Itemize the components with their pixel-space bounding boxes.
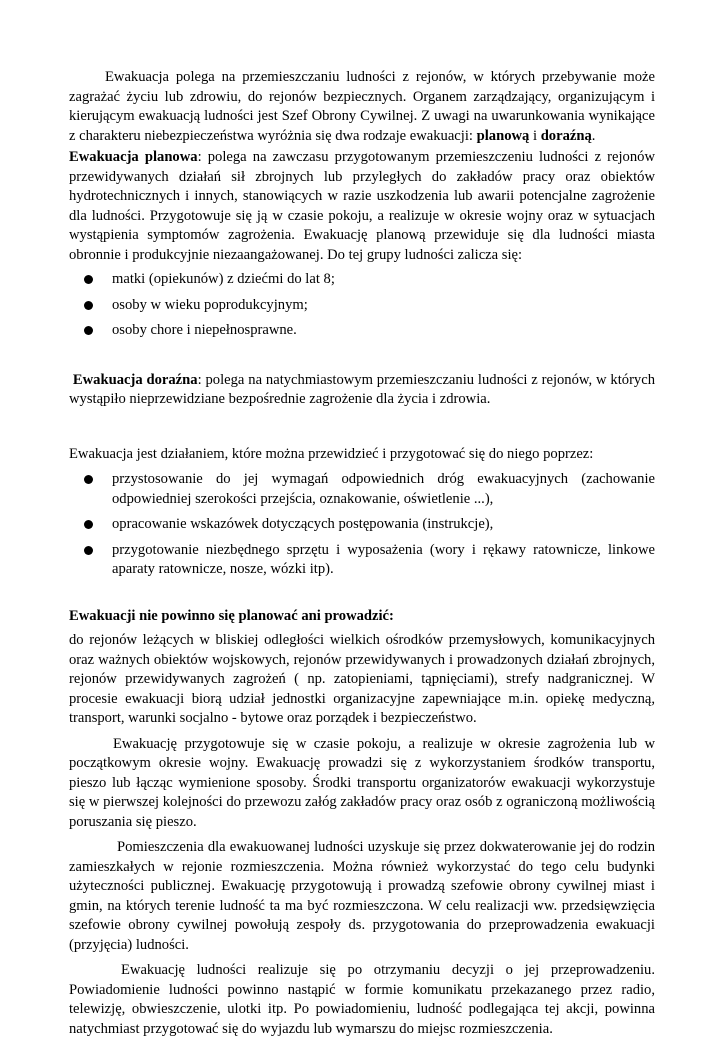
dorazna-text: : polega na natychmiastowym przemieszczaniu ludności z rejonów, w których wystąpiło nieprzewidziane bezpośrednie zagrożenie dla życia i zdrowia.	[69, 371, 655, 407]
list-item-text: przystosowanie do jej wymagań odpowiednich dróg ewakuacyjnych (zachowanie odpowiedniej szerokości przejścia, oznakowanie, oświetlenie ...),	[112, 471, 655, 507]
list-item-text: przygotowanie niezbędnego sprzętu i wyposażenia (wory i rękawy ratownicze, linkowe aparaty ratownicze, nosze, wózki itp).	[112, 541, 655, 577]
list-item	[69, 541, 655, 580]
prep-list	[69, 470, 655, 580]
restrictions-heading: Ewakuacji nie powinno się planować ani prowadzić:	[69, 607, 394, 624]
bullet-icon	[84, 275, 93, 284]
planowa-label: Ewakuacja planowa	[69, 149, 198, 165]
list-item-text: opracowanie wskazówek dotyczących postępowania (instrukcje),	[112, 516, 494, 532]
intro-paragraph	[69, 68, 655, 146]
body-paragraph-3: Ewakuację ludności realizuje się po otrzymaniu decyzji o jej przeprowadzeniu. Powiadomienie ludności powinno nastąpić w formie komunikatu przekazanego przez radio, telewizję, obwieszczenie, ulotki itp. Po powiadomieniu, ludność podlegająca tej akcji, powinna natychmiast przygotować się do wyjazdu lub wymarszu do miejsc rozmieszczenia.	[69, 962, 655, 1037]
planowa-text: : polega na zawczasu przygotowanym przemieszczeniu ludności z rejonów przewidywanych działań sił zbrojnych lub przyległych do zakładów pracy oraz obiektów hydrotechnicznych i innych, stanowiących w razie uszkodzenia lub awarii potencjalne zagrożenie dla ludności. Przygotowuje się ją w czasie pokoju, a realizuje w okresie wojny oraz w sytuacjach wystąpienia symptomów zagrożenia. Ewakuację planową przewiduje się dla ludności miasta obronnie i produkcyjnie niezaangażowanej. Do tej grupy ludności zalicza się:	[69, 149, 655, 263]
list-item	[69, 515, 655, 535]
restrictions-paragraph: do rejonów leżących w bliskiej odległości wielkich ośrodków przemysłowych, komunikacyjnych oraz ważnych obiektów wojskowych, rejonów przewidywanych i prowadzonych działań zbrojnych, rejonów przewidywanych zagrożeń ( np. zatopieniami, tąpnięciami), strefy nadgranicznej. W procesie ewakuacji biorą udział jednostki organizacyjne zapewniające m.in. opiekę medyczną, transport, warunki socjalno - bytowe oraz porządek i bezpieczeństwo.	[69, 632, 655, 726]
dorazna-paragraph	[69, 371, 655, 410]
bullet-icon	[84, 546, 93, 555]
prep-intro: Ewakuacja jest działaniem, które można przewidzieć i przygotować się do niego poprzez:	[69, 445, 594, 462]
list-item	[69, 296, 655, 316]
list-item-text: osoby chore i niepełnosprawne.	[112, 322, 297, 338]
spacer	[69, 341, 655, 371]
list-item-text: osoby w wieku poprodukcyjnym;	[112, 296, 308, 313]
bullet-icon	[84, 326, 93, 335]
bullet-icon	[84, 520, 93, 529]
document-body	[69, 68, 655, 1039]
intro-connector: i	[529, 127, 541, 144]
dorazna-label: Ewakuacja doraźna	[72, 371, 198, 388]
bullet-icon	[84, 475, 93, 484]
list-item-text: matki (opiekunów) z dziećmi do lat 8;	[112, 271, 335, 287]
planowa-list	[69, 270, 655, 341]
list-item	[69, 270, 655, 290]
intro-end: .	[591, 127, 596, 144]
body-paragraph-1: Ewakuację przygotowuje się w czasie pokoju, a realizuje w okresie zagrożenia lub w początkowym okresie wojny. Ewakuację prowadzi się z wykorzystaniem środków transportu, pieszo lub łącząc wymienione sposoby. Środki transportu organizatorów ewakuacji wykorzystuje się w pierwszej kolejności do przewozu załóg zakładów pracy oraz osób z ograniczoną możliwością poruszania się pieszo.	[69, 735, 655, 830]
spacer	[69, 580, 655, 607]
body-paragraph-2: Pomieszczenia dla ewakuowanej ludności uzyskuje się przez dokwaterowanie jej do rodzin zamieszkałych w rejonie rozmieszczenia. Można również wykorzystać do tego celu budynki użyteczności publicznej. Ewakuację przygotowują i prowadzą szefowie obrony cywilnej miast i gmin, na których terenie ludność ta ma być rozmieszczona. W celu realizacji ww. przedsięwzięcia szefowie obrony cywilnej powołują zespoły ds. przygotowania do przeprowadzenia ewakuacji (przyjęcia) ludności.	[69, 839, 655, 953]
intro-text: Ewakuacja polega na przemieszczaniu ludności z rejonów, w których przebywanie może zagrażać życiu lub zdrowiu, do rejonów bezpiecznych. Organem zarządzający, organizującym i kierującym ewakuacją ludności jest Szef Obrony Cywilnej. Z uwagi na uwarunkowania wynikające z charakteru niebezpieczeństwa wyróżnia się dwa rodzaje ewakuacji:	[69, 69, 655, 144]
list-item	[69, 470, 655, 509]
bullet-icon	[84, 301, 93, 310]
planowa-paragraph	[69, 148, 655, 265]
intro-bold-dorazna: doraźną	[540, 127, 592, 144]
intro-bold-planowa: planową	[476, 127, 530, 144]
list-item	[69, 321, 655, 341]
spacer	[69, 410, 655, 445]
